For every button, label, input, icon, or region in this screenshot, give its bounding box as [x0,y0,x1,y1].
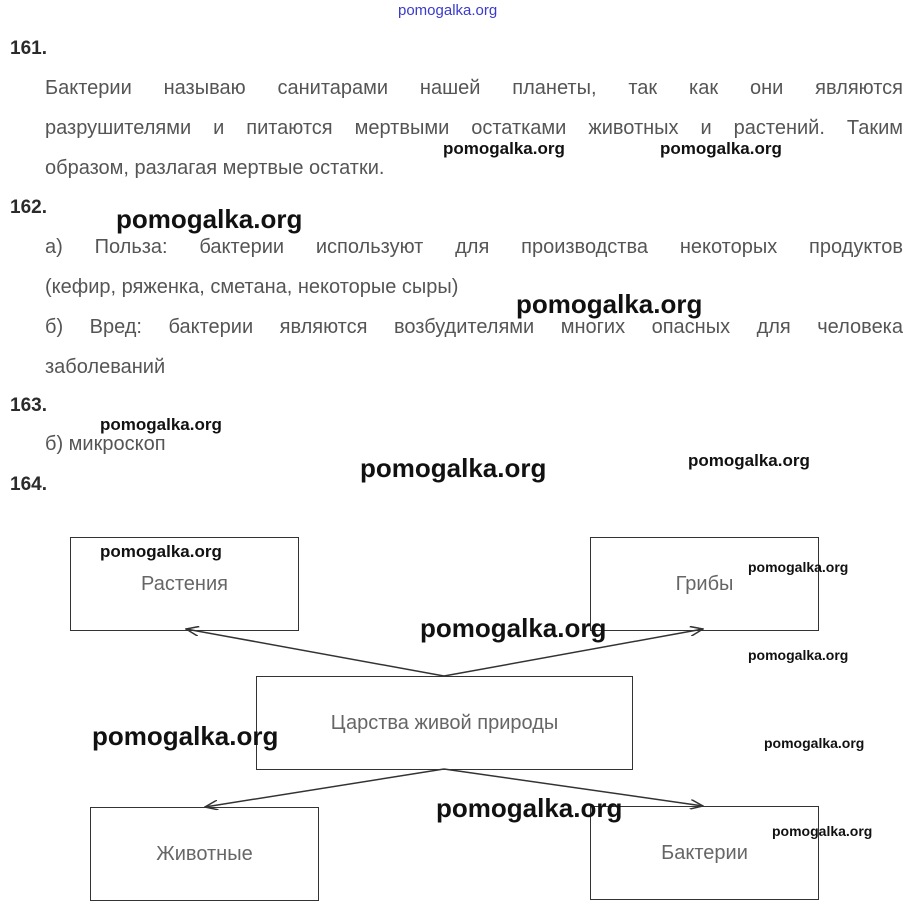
watermark: pomogalka.org [100,415,222,434]
watermark: pomogalka.org [100,542,222,561]
watermark: pomogalka.org [748,559,849,575]
task-162-line-2: (кефир, ряженка, сметана, некоторые сыры) [45,276,459,298]
task-161-number: 161. [10,38,47,59]
task-161-line-2: разрушителями и питаются мертвыми остатками животных и растений. Таким [45,117,903,139]
task-162-line-1: а) Польза: бактерии используют для производства некоторых продуктов [45,236,903,258]
box-animals [90,807,319,901]
box-kingdoms [256,676,633,770]
task-164-number: 164. [10,474,47,495]
watermark: pomogalka.org [764,735,865,751]
task-162-line-4: заболеваний [45,356,166,378]
task-163-number: 163. [10,395,47,416]
watermark: pomogalka.org [443,139,565,158]
task-161-line-1: Бактерии называю санитарами нашей планеты, так как они являются [45,77,903,99]
header-watermark: pomogalka.org [398,2,498,19]
watermark: pomogalka.org [360,453,547,483]
task-163-answer: б) микроскоп [45,433,166,455]
arrow-to-plants [186,629,444,676]
watermark: pomogalka.org [516,289,703,319]
box-fungi [590,537,819,631]
arrow-to-animals [205,769,444,807]
task-162-number: 162. [10,197,47,218]
box-plants-label: Растения [141,572,228,595]
watermark: pomogalka.org [420,613,607,643]
watermark: pomogalka.org [688,451,810,470]
watermark: pomogalka.org [748,647,849,663]
watermark: pomogalka.org [116,204,303,234]
watermark: pomogalka.org [436,793,623,823]
box-bacteria [590,806,819,900]
task-161-line-3: образом, разлагая мертвые остатки. [45,157,385,179]
watermark: pomogalka.org [92,721,279,751]
box-kingdoms-label: Царства живой природы [330,711,559,734]
task-162-line-3: б) Вред: бактерии являются возбудителями многих опасных для человека [45,316,903,338]
box-fungi-label: Грибы [675,572,734,595]
box-bacteria-label: Бактерии [661,841,748,864]
watermark: pomogalka.org [660,139,782,158]
box-animals-label: Животные [156,842,253,865]
watermark: pomogalka.org [772,823,873,839]
